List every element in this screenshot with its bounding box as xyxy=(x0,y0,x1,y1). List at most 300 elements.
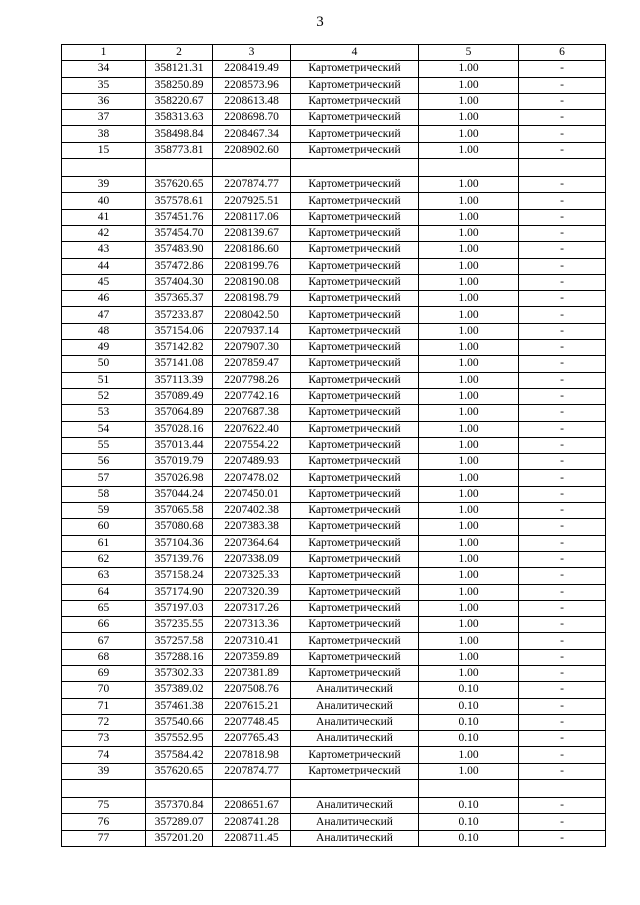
table-cell: 49 xyxy=(62,340,146,356)
table-cell: 1.00 xyxy=(419,209,519,225)
table-cell: 0.10 xyxy=(419,830,519,846)
table-cell: 2207925.51 xyxy=(213,193,291,209)
table-cell: 71 xyxy=(62,698,146,714)
table-cell: Картометрический xyxy=(291,763,419,779)
table-cell: 1.00 xyxy=(419,388,519,404)
table-cell: - xyxy=(519,242,606,258)
table-row xyxy=(62,388,606,404)
table-cell: 358250.89 xyxy=(146,77,213,93)
table-cell xyxy=(519,159,606,177)
table-row xyxy=(62,665,606,681)
coordinates-table xyxy=(61,44,606,847)
table-row xyxy=(62,77,606,93)
table-cell: - xyxy=(519,519,606,535)
table-cell: 2207622.40 xyxy=(213,421,291,437)
table-cell: 77 xyxy=(62,830,146,846)
table-cell: - xyxy=(519,77,606,93)
table-row xyxy=(62,503,606,519)
table-cell: 357451.76 xyxy=(146,209,213,225)
column-header: 3 xyxy=(213,45,291,61)
table-cell: 1.00 xyxy=(419,307,519,323)
table-cell: Картометрический xyxy=(291,470,419,486)
table-cell: Картометрический xyxy=(291,110,419,126)
table-cell: 357019.79 xyxy=(146,454,213,470)
table-row xyxy=(62,714,606,730)
table-cell: - xyxy=(519,698,606,714)
table-cell: Картометрический xyxy=(291,209,419,225)
table-row xyxy=(62,340,606,356)
table-cell: 2207310.41 xyxy=(213,633,291,649)
table-cell: Картометрический xyxy=(291,126,419,142)
table-cell: 1.00 xyxy=(419,633,519,649)
table-cell: 2208198.79 xyxy=(213,291,291,307)
table-cell: 0.10 xyxy=(419,814,519,830)
table-row xyxy=(62,486,606,502)
table-cell: 42 xyxy=(62,225,146,241)
table-row xyxy=(62,798,606,814)
table-cell xyxy=(62,780,146,798)
table-cell xyxy=(213,159,291,177)
table-cell: 2207313.36 xyxy=(213,617,291,633)
table-cell: 38 xyxy=(62,126,146,142)
table-cell: 64 xyxy=(62,584,146,600)
table-cell: 46 xyxy=(62,291,146,307)
column-header: 1 xyxy=(62,45,146,61)
table-cell: 43 xyxy=(62,242,146,258)
table-cell: 357113.39 xyxy=(146,372,213,388)
table-cell: - xyxy=(519,486,606,502)
table-cell: 358121.31 xyxy=(146,61,213,77)
table-row xyxy=(62,470,606,486)
table-cell: 1.00 xyxy=(419,142,519,158)
table-cell: 0.10 xyxy=(419,731,519,747)
table-cell: 1.00 xyxy=(419,486,519,502)
table-cell: 1.00 xyxy=(419,568,519,584)
table-cell: 70 xyxy=(62,682,146,698)
table-cell: Картометрический xyxy=(291,568,419,584)
table-cell: Аналитический xyxy=(291,814,419,830)
table-cell: 2207874.77 xyxy=(213,177,291,193)
table-row xyxy=(62,633,606,649)
table-row xyxy=(62,731,606,747)
table-cell: - xyxy=(519,600,606,616)
table-cell: 54 xyxy=(62,421,146,437)
table-row xyxy=(62,747,606,763)
table-cell: 1.00 xyxy=(419,77,519,93)
table-row xyxy=(62,519,606,535)
table-cell: Картометрический xyxy=(291,258,419,274)
table-cell: 2207907.30 xyxy=(213,340,291,356)
table-cell: - xyxy=(519,763,606,779)
table-cell: - xyxy=(519,633,606,649)
table-cell: 75 xyxy=(62,798,146,814)
table-cell: Картометрический xyxy=(291,454,419,470)
table-cell: 357026.98 xyxy=(146,470,213,486)
table-cell: 1.00 xyxy=(419,535,519,551)
table-row xyxy=(62,617,606,633)
table-cell: 2207450.01 xyxy=(213,486,291,502)
table-row xyxy=(62,356,606,372)
table-cell: 57 xyxy=(62,470,146,486)
table-cell: 60 xyxy=(62,519,146,535)
table-cell: 44 xyxy=(62,258,146,274)
table-cell: 50 xyxy=(62,356,146,372)
table-cell: 2207320.39 xyxy=(213,584,291,600)
table-separator-row xyxy=(62,780,606,798)
table-cell: Аналитический xyxy=(291,731,419,747)
table-cell: - xyxy=(519,584,606,600)
table-cell: 357174.90 xyxy=(146,584,213,600)
table-cell: 2208573.96 xyxy=(213,77,291,93)
table-cell xyxy=(419,780,519,798)
table-cell: - xyxy=(519,731,606,747)
table-cell: - xyxy=(519,421,606,437)
table-cell: Картометрический xyxy=(291,633,419,649)
table-cell: - xyxy=(519,798,606,814)
column-header: 5 xyxy=(419,45,519,61)
table-cell: 66 xyxy=(62,617,146,633)
table-cell: 2207359.89 xyxy=(213,649,291,665)
table-cell: 357013.44 xyxy=(146,437,213,453)
table-cell: 63 xyxy=(62,568,146,584)
table-cell: 2208190.08 xyxy=(213,274,291,290)
table-cell: Картометрический xyxy=(291,193,419,209)
table-cell: - xyxy=(519,437,606,453)
table-cell: Аналитический xyxy=(291,714,419,730)
table-cell: 358220.67 xyxy=(146,93,213,109)
table-cell: 1.00 xyxy=(419,519,519,535)
table-cell xyxy=(146,159,213,177)
table-row xyxy=(62,568,606,584)
table-cell: - xyxy=(519,340,606,356)
table-cell: 357461.38 xyxy=(146,698,213,714)
table-cell: 357365.37 xyxy=(146,291,213,307)
table-cell: 52 xyxy=(62,388,146,404)
table-cell: - xyxy=(519,747,606,763)
table-cell: Аналитический xyxy=(291,682,419,698)
table-cell: 357139.76 xyxy=(146,551,213,567)
table-cell: Картометрический xyxy=(291,437,419,453)
column-header: 4 xyxy=(291,45,419,61)
table-cell: 41 xyxy=(62,209,146,225)
table-cell: - xyxy=(519,209,606,225)
table-cell: 68 xyxy=(62,649,146,665)
table-cell: 2207325.33 xyxy=(213,568,291,584)
table-cell: 357044.24 xyxy=(146,486,213,502)
table-cell: - xyxy=(519,142,606,158)
table-cell: 357080.68 xyxy=(146,519,213,535)
table-cell: 48 xyxy=(62,323,146,339)
table-cell: 357142.82 xyxy=(146,340,213,356)
table-row xyxy=(62,600,606,616)
table-cell: 1.00 xyxy=(419,274,519,290)
table-cell: 357158.24 xyxy=(146,568,213,584)
table-cell: Картометрический xyxy=(291,486,419,502)
table-cell: - xyxy=(519,503,606,519)
table-cell: 39 xyxy=(62,763,146,779)
table-cell: 34 xyxy=(62,61,146,77)
table-cell: 1.00 xyxy=(419,454,519,470)
table-cell: 358313.63 xyxy=(146,110,213,126)
table-cell: - xyxy=(519,535,606,551)
table-cell: 2207402.38 xyxy=(213,503,291,519)
table-cell: - xyxy=(519,61,606,77)
table-cell: Картометрический xyxy=(291,77,419,93)
table-cell: Аналитический xyxy=(291,698,419,714)
table-row xyxy=(62,551,606,567)
table-cell: 35 xyxy=(62,77,146,93)
table-cell: - xyxy=(519,814,606,830)
table-cell: 357288.16 xyxy=(146,649,213,665)
table-cell: Картометрический xyxy=(291,584,419,600)
table-cell: 51 xyxy=(62,372,146,388)
table-cell: 357064.89 xyxy=(146,405,213,421)
table-cell: 59 xyxy=(62,503,146,519)
table-row xyxy=(62,454,606,470)
table-cell: 357141.08 xyxy=(146,356,213,372)
table-cell: 357302.33 xyxy=(146,665,213,681)
table-cell: 2207489.93 xyxy=(213,454,291,470)
table-cell: - xyxy=(519,177,606,193)
table-row xyxy=(62,61,606,77)
table-cell: - xyxy=(519,551,606,567)
table-cell: - xyxy=(519,649,606,665)
table-cell: 2207615.21 xyxy=(213,698,291,714)
table-cell: - xyxy=(519,323,606,339)
table-cell: Картометрический xyxy=(291,600,419,616)
table-cell xyxy=(419,159,519,177)
table-cell: 1.00 xyxy=(419,126,519,142)
table-cell: 1.00 xyxy=(419,356,519,372)
table-cell: 55 xyxy=(62,437,146,453)
table-cell: 357404.30 xyxy=(146,274,213,290)
table-cell: - xyxy=(519,388,606,404)
table-cell: - xyxy=(519,665,606,681)
table-cell: 15 xyxy=(62,142,146,158)
table-cell: - xyxy=(519,682,606,698)
table-cell: Картометрический xyxy=(291,291,419,307)
table-row xyxy=(62,193,606,209)
table-cell: - xyxy=(519,291,606,307)
table-cell: 2207748.45 xyxy=(213,714,291,730)
table-cell: 2208186.60 xyxy=(213,242,291,258)
table-cell: - xyxy=(519,126,606,142)
table-cell: 1.00 xyxy=(419,291,519,307)
table-cell: Картометрический xyxy=(291,503,419,519)
table-cell: 2207554.22 xyxy=(213,437,291,453)
table-cell: 357454.70 xyxy=(146,225,213,241)
table-cell: 72 xyxy=(62,714,146,730)
table-cell: 73 xyxy=(62,731,146,747)
table-cell: 2207383.38 xyxy=(213,519,291,535)
table-cell: 58 xyxy=(62,486,146,502)
table-row xyxy=(62,372,606,388)
table-cell: 1.00 xyxy=(419,61,519,77)
table-cell: 0.10 xyxy=(419,798,519,814)
table-header-row xyxy=(62,45,606,61)
table-cell: 2208117.06 xyxy=(213,209,291,225)
table-cell xyxy=(62,159,146,177)
table-cell: 1.00 xyxy=(419,763,519,779)
table-cell: 2207508.76 xyxy=(213,682,291,698)
table-cell: 2207818.98 xyxy=(213,747,291,763)
table-cell: 1.00 xyxy=(419,649,519,665)
table-cell: - xyxy=(519,258,606,274)
table-cell: 357257.58 xyxy=(146,633,213,649)
table-cell: Картометрический xyxy=(291,747,419,763)
table-cell: 1.00 xyxy=(419,405,519,421)
table-cell: Аналитический xyxy=(291,798,419,814)
table-cell: 0.10 xyxy=(419,682,519,698)
table-row xyxy=(62,142,606,158)
table-cell: 2207478.02 xyxy=(213,470,291,486)
table-cell: 1.00 xyxy=(419,584,519,600)
table-row xyxy=(62,584,606,600)
table-cell: 357578.61 xyxy=(146,193,213,209)
table-cell: 1.00 xyxy=(419,551,519,567)
table-row xyxy=(62,258,606,274)
table-cell: Картометрический xyxy=(291,519,419,535)
table-cell: 1.00 xyxy=(419,258,519,274)
table-cell: Картометрический xyxy=(291,93,419,109)
table-cell: 2208902.60 xyxy=(213,142,291,158)
table-row xyxy=(62,405,606,421)
table-cell: 2208419.49 xyxy=(213,61,291,77)
table-cell: 357154.06 xyxy=(146,323,213,339)
table-cell: 2207874.77 xyxy=(213,763,291,779)
table-row xyxy=(62,93,606,109)
table-cell: 2207937.14 xyxy=(213,323,291,339)
table-cell: Картометрический xyxy=(291,225,419,241)
table-cell: 74 xyxy=(62,747,146,763)
table-cell: 2208651.67 xyxy=(213,798,291,814)
table-cell: 357472.86 xyxy=(146,258,213,274)
table-cell: Картометрический xyxy=(291,388,419,404)
table-row xyxy=(62,535,606,551)
table-cell: 1.00 xyxy=(419,503,519,519)
table-row xyxy=(62,649,606,665)
table-cell: 2207338.09 xyxy=(213,551,291,567)
table-cell: 53 xyxy=(62,405,146,421)
table-row xyxy=(62,126,606,142)
table-row xyxy=(62,110,606,126)
table-row xyxy=(62,242,606,258)
table-cell: 2208139.67 xyxy=(213,225,291,241)
table-cell: 357235.55 xyxy=(146,617,213,633)
table-cell: 2208741.28 xyxy=(213,814,291,830)
table-cell: 1.00 xyxy=(419,437,519,453)
table-cell xyxy=(291,780,419,798)
page-number: 3 xyxy=(316,14,324,30)
table-row xyxy=(62,814,606,830)
table-cell: - xyxy=(519,372,606,388)
table-cell: 1.00 xyxy=(419,600,519,616)
table-cell: 357620.65 xyxy=(146,763,213,779)
table-cell: 2207765.43 xyxy=(213,731,291,747)
table-cell: Картометрический xyxy=(291,274,419,290)
table-cell: 62 xyxy=(62,551,146,567)
column-header: 6 xyxy=(519,45,606,61)
table-cell: 1.00 xyxy=(419,470,519,486)
table-cell: 0.10 xyxy=(419,698,519,714)
table-cell: Картометрический xyxy=(291,242,419,258)
table-cell: 67 xyxy=(62,633,146,649)
table-cell: - xyxy=(519,274,606,290)
table-cell: Картометрический xyxy=(291,142,419,158)
table-cell: Картометрический xyxy=(291,340,419,356)
table-cell: Картометрический xyxy=(291,61,419,77)
table-cell: - xyxy=(519,93,606,109)
table-cell: 2207687.38 xyxy=(213,405,291,421)
table-cell: - xyxy=(519,356,606,372)
table-cell: 69 xyxy=(62,665,146,681)
table-cell: 2208711.45 xyxy=(213,830,291,846)
table-cell: 45 xyxy=(62,274,146,290)
table-cell: 36 xyxy=(62,93,146,109)
column-header: 2 xyxy=(146,45,213,61)
table-cell: 1.00 xyxy=(419,177,519,193)
table-cell: Картометрический xyxy=(291,617,419,633)
table-cell: 357620.65 xyxy=(146,177,213,193)
table-cell: 2208199.76 xyxy=(213,258,291,274)
table-cell: 2207859.47 xyxy=(213,356,291,372)
table-cell: 357289.07 xyxy=(146,814,213,830)
table-cell: 40 xyxy=(62,193,146,209)
table-cell: 61 xyxy=(62,535,146,551)
table-cell: 357552.95 xyxy=(146,731,213,747)
table-cell: 2207317.26 xyxy=(213,600,291,616)
table-cell: - xyxy=(519,225,606,241)
table-cell: 357197.03 xyxy=(146,600,213,616)
table-cell xyxy=(146,780,213,798)
table-row xyxy=(62,209,606,225)
table-cell: - xyxy=(519,193,606,209)
table-cell: 357483.90 xyxy=(146,242,213,258)
table-row xyxy=(62,437,606,453)
table-cell: 39 xyxy=(62,177,146,193)
table-cell: 47 xyxy=(62,307,146,323)
table-cell: 1.00 xyxy=(419,747,519,763)
table-cell: - xyxy=(519,830,606,846)
table-cell: 357233.87 xyxy=(146,307,213,323)
table-cell: Аналитический xyxy=(291,830,419,846)
table-row xyxy=(62,177,606,193)
table-row xyxy=(62,274,606,290)
table-cell: 357028.16 xyxy=(146,421,213,437)
table-cell: 358498.84 xyxy=(146,126,213,142)
table-cell: 1.00 xyxy=(419,225,519,241)
table-row xyxy=(62,682,606,698)
table-cell: - xyxy=(519,405,606,421)
table-cell: 1.00 xyxy=(419,242,519,258)
table-row xyxy=(62,225,606,241)
table-cell: Картометрический xyxy=(291,177,419,193)
table-cell: 0.10 xyxy=(419,714,519,730)
table-cell: 357104.36 xyxy=(146,535,213,551)
table-cell: 1.00 xyxy=(419,93,519,109)
table-cell xyxy=(519,780,606,798)
table-cell: 65 xyxy=(62,600,146,616)
table-separator-row xyxy=(62,159,606,177)
table-cell: - xyxy=(519,454,606,470)
table-cell: 1.00 xyxy=(419,665,519,681)
table-cell: 357065.58 xyxy=(146,503,213,519)
table-cell: Картометрический xyxy=(291,323,419,339)
table-cell: 37 xyxy=(62,110,146,126)
table-cell: 2207742.16 xyxy=(213,388,291,404)
table-cell: Картометрический xyxy=(291,356,419,372)
table-cell: Картометрический xyxy=(291,372,419,388)
